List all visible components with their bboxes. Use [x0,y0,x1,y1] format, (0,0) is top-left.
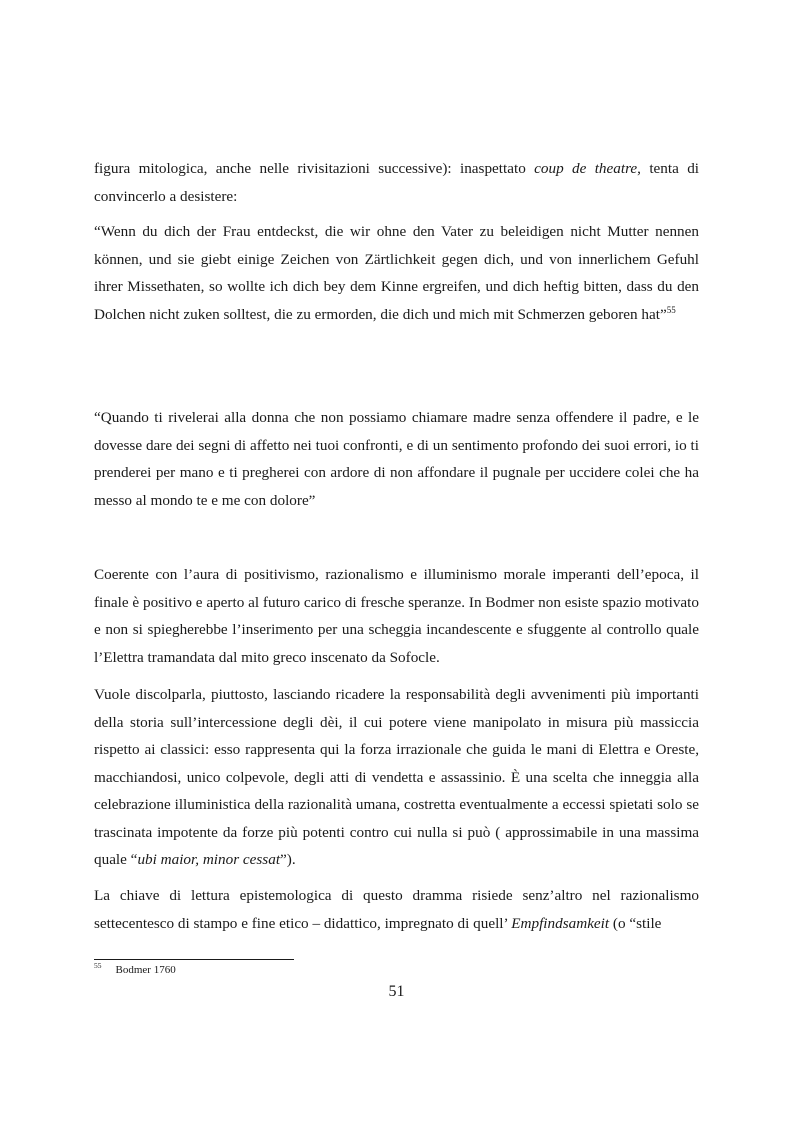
footnote-ref: 55 [666,304,676,315]
paragraph-intro [94,155,699,210]
footnote-divider [94,959,294,960]
intro-text: figura mitologica, anche nelle rivisitazioni successive): inaspettato [94,160,535,177]
quote-italian [94,404,699,514]
quote-german-text: “Wenn du dich der Frau entdeckst, die wir ohne den Vater zu beleidigen nicht Mutter nennen können, und sie giebt einige Zeichen von Zärtlichkeit gegen dich, und von innerlichem Gefuhl ihrer Missethaten, so wollte ich dich bey dem Kinne ergreifen, und dich heftig bitten, dass du den Dolchen nicht zuken solltest, die zu ermorden, die dich und mich mit Schmerzen geboren hat” [94,223,699,323]
paragraph-vuole [94,681,699,874]
footnote-text: Bodmer 1760 [115,964,176,976]
quote-italian-text: “Quando ti rivelerai alla donna che non possiamo chiamare madre senza offendere il padre, e le dovesse dare dei segni di affetto nei tuoi confronti, e di un sentimento profondo dei suoi errori, io ti prenderei per mano e ti pregherei con ardore di non affondare il pugnale per uccidere colei che ha messo al mondo te e me con dolore” [94,409,699,509]
empfindsamkeit-term: Empfindsamkeit [511,914,610,932]
paragraph-chiave-text: La chiave di lettura epistemologica di questo dramma risiede senz’altro nel razionalismo settecentesco di stampo e fine etico – didattico, impregnato di quell’ [94,887,699,932]
intro-text-end: , tenta di convincerlo a desistere: [94,160,700,205]
paragraph-coerente [94,561,699,671]
footnote-number: 55 [94,961,102,971]
quote-german [94,218,699,328]
latin-maxim: ubi maior, minor cessat [137,851,281,868]
page-number: 51 [388,983,405,1000]
paragraph-vuole-end: ”). [280,851,296,868]
paragraph-coerente-text: Coerente con l’aura di positivismo, razionalismo e illuminismo morale imperanti dell’epoca, il finale è positivo e aperto al futuro carico di fresche speranze. In Bodmer non esiste spazio motivato e non si spiegherebbe l’inserimento per una scheggia incandescente e sfuggente al controllo quale l’Elettra tramandata dal mito greco inscenato da Sofocle. [94,566,699,666]
paragraph-vuole-text: Vuole discolparla, piuttosto, lasciando ricadere la responsabilità degli avvenimenti più importanti della storia sull’intercessione degli dèi, il cui potere viene manipolato in misura più massiccia rispetto ai classici: esso rappresenta qui la forza irrazionale che guida le mani di Elettra e Oreste, macchiandosi, unico colpevole, degli atti di vendetta e assassinio. È una scelta che inneggia alla celebrazione illuministica della razionalità umana, costretta eventualmente a eccessi spietati solo se trascinata impotente da forze più potenti contro cui nulla si può ( approssimabile in una massima quale “ [94,686,699,868]
intro-italic: coup de theatre [534,160,638,177]
footnote [94,963,176,977]
paragraph-chiave-end: (o “stile [609,914,662,932]
paragraph-chiave [94,882,699,937]
